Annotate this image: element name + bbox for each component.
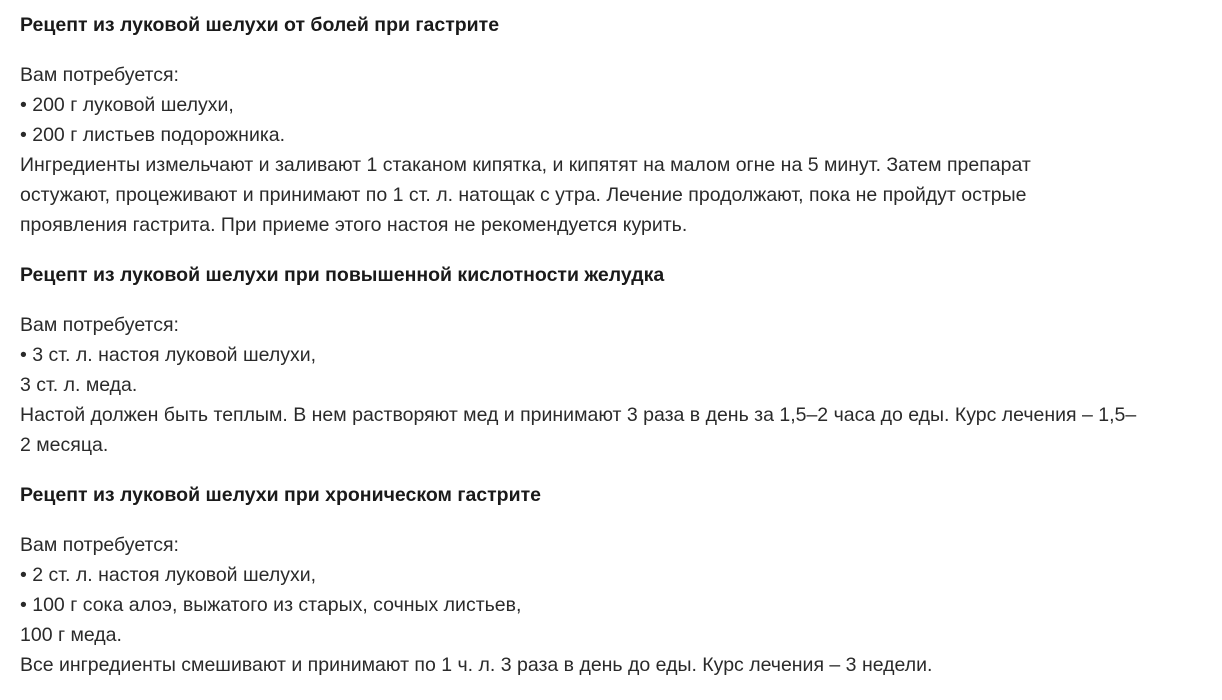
ingredient-item: • 200 г луковой шелухи, — [20, 94, 234, 116]
paragraph-line: 2 месяца. — [20, 434, 109, 456]
paragraph-line: проявления гастрита. При приеме этого настоя не рекомендуется курить. — [20, 214, 688, 236]
ingredient-item: • 3 ст. л. настоя луковой шелухи, — [20, 344, 317, 366]
paragraph-line: Вам потребуется: — [20, 534, 179, 556]
section-heading: Рецепт из луковой шелухи при хроническом гастрите — [20, 484, 541, 506]
paragraph-line: Настой должен быть теплым. В нем растворяют мед и принимают 3 раза в день за 1,5–2 часа до еды. Курс лечения – 1,5– — [20, 404, 1137, 426]
paragraph-line: Вам потребуется: — [20, 314, 179, 336]
ingredient-item: 100 г меда. — [20, 624, 122, 646]
ingredient-item: • 200 г листьев подорожника. — [20, 124, 286, 146]
paragraph-line: остужают, процеживают и принимают по 1 ст. л. натощак с утра. Лечение продолжают, пока не пройдут острые — [20, 184, 1027, 206]
ingredient-item: • 100 г сока алоэ, выжатого из старых, сочных листьев, — [20, 594, 522, 616]
paragraph-line: Все ингредиенты смешивают и принимают по 1 ч. л. 3 раза в день до еды. Курс лечения – 3 недели. — [20, 654, 933, 676]
paragraph-line: Вам потребуется: — [20, 64, 179, 86]
paragraph-line: Ингредиенты измельчают и заливают 1 стаканом кипятка, и кипятят на малом огне на 5 минут. Затем препарат — [20, 154, 1031, 176]
ingredient-item: 3 ст. л. меда. — [20, 374, 138, 396]
section-heading: Рецепт из луковой шелухи от болей при гастрите — [20, 14, 500, 36]
section-heading: Рецепт из луковой шелухи при повышенной кислотности желудка — [20, 264, 665, 286]
ingredient-item: • 2 ст. л. настоя луковой шелухи, — [20, 564, 317, 586]
